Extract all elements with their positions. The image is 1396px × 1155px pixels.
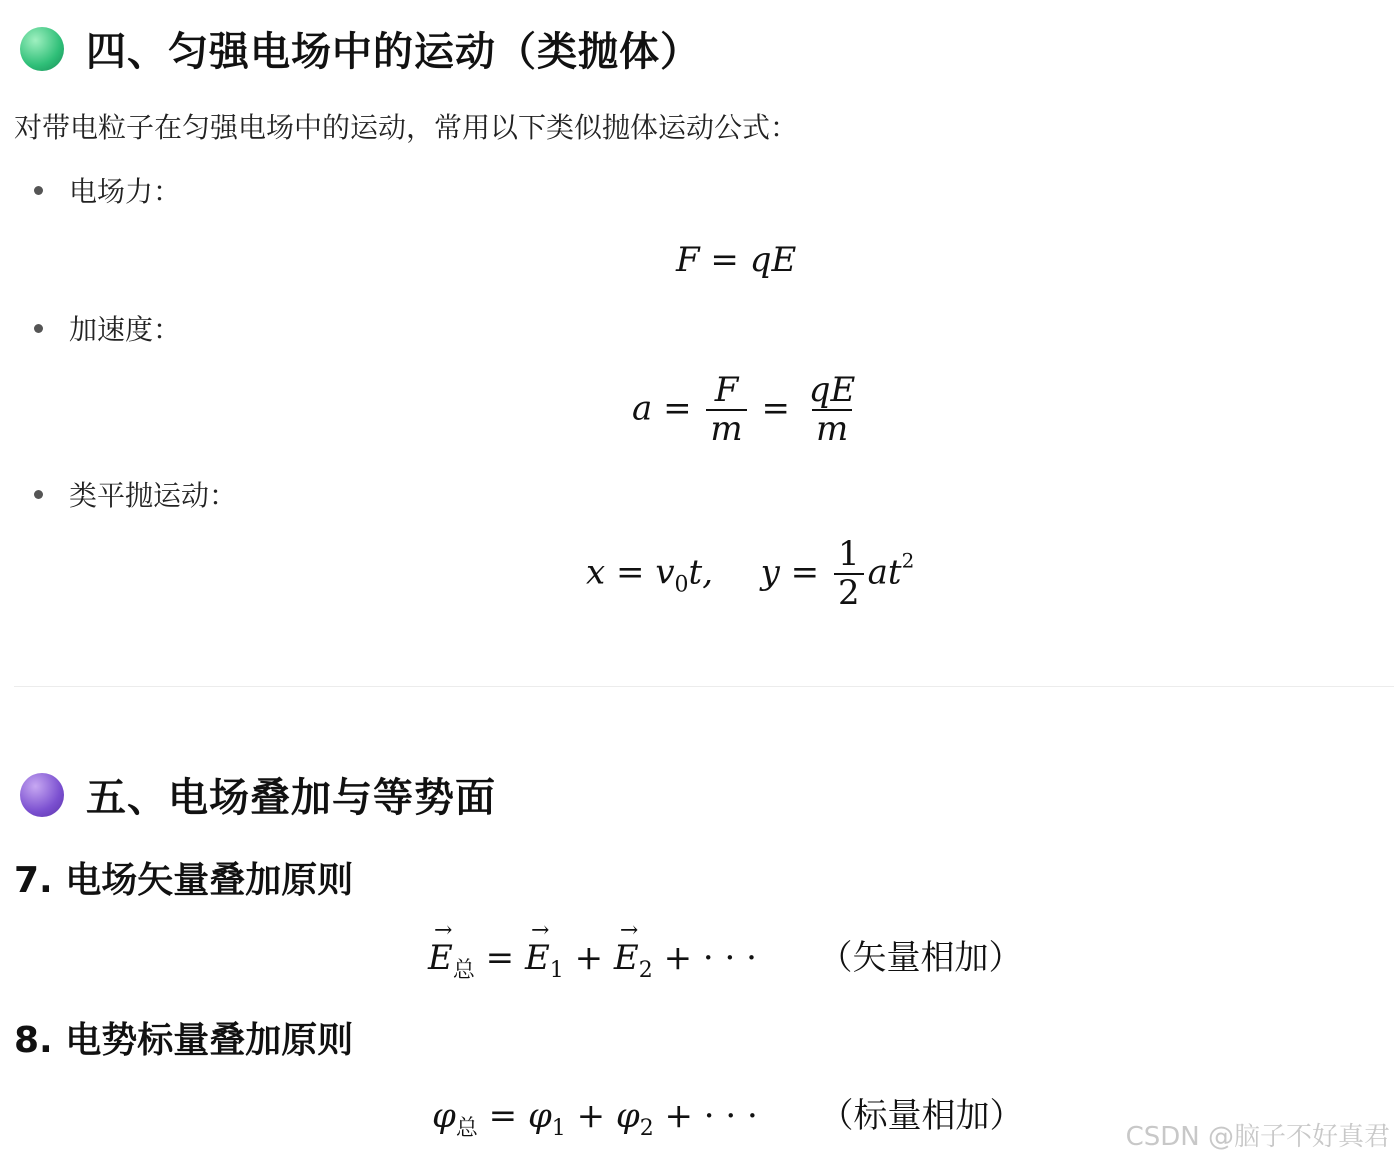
formula-operator: +	[576, 1096, 606, 1136]
section-4-heading	[20, 20, 701, 77]
formula-subscript: 总	[452, 958, 475, 983]
formula-potential-superposition	[432, 1088, 1023, 1142]
formula-operator: =	[488, 1096, 518, 1136]
formula-projectile-motion	[586, 536, 914, 613]
section-divider	[14, 686, 1394, 687]
formula-term: a	[867, 552, 888, 593]
green-sphere-icon	[20, 27, 64, 71]
vector-e1: → E	[525, 938, 550, 978]
bullet-icon	[34, 324, 43, 333]
formula-term: t,	[688, 552, 714, 593]
formula-subscript: 总	[455, 1116, 478, 1141]
list-item-projectile	[34, 474, 237, 514]
formula-subscript: 1	[549, 958, 564, 983]
formula-subscript: 0	[674, 572, 689, 598]
formula-electric-force	[676, 240, 796, 280]
fraction-one-half	[834, 536, 864, 613]
formula-subscript: 2	[639, 1116, 654, 1141]
formula-note: （标量相加）	[819, 1096, 1024, 1136]
formula-operator: =	[663, 388, 692, 429]
formula-term: v	[655, 552, 675, 593]
formula-term: t	[887, 552, 902, 593]
formula-operator: =	[485, 938, 515, 978]
subsection-7-heading: 7. 电场矢量叠加原则	[14, 860, 354, 901]
section-4-title: 四、匀强电场中的运动（类抛体）	[86, 29, 701, 75]
subsection-8-heading: 8. 电势标量叠加原则	[14, 1020, 354, 1061]
formula-ellipsis: + · · ·	[663, 938, 757, 978]
fraction-numerator: F	[714, 370, 739, 410]
bullet-icon	[34, 490, 43, 499]
formula-subscript: 1	[551, 1116, 566, 1141]
section-4-intro: 对带电粒子在匀强电场中的运动，常用以下类似抛体运动公式：	[14, 111, 799, 144]
fraction-denominator: 2	[834, 573, 864, 612]
formula-term: φ	[432, 1096, 456, 1136]
formula-term: qE	[749, 240, 797, 280]
csdn-watermark: CSDN @脑子不好真君	[1125, 1122, 1390, 1152]
purple-sphere-icon	[20, 773, 64, 817]
formula-ellipsis: + · · ·	[664, 1096, 758, 1136]
fraction-f-over-m	[706, 372, 746, 449]
list-item-force	[34, 170, 181, 210]
formula-term: a	[632, 388, 653, 429]
formula-operator: +	[574, 938, 604, 978]
formula-field-superposition	[428, 930, 1023, 984]
formula-term: φ	[527, 1096, 552, 1136]
list-item-label: 电场力：	[69, 175, 182, 208]
formula-term: φ	[615, 1096, 640, 1136]
bullet-icon	[34, 186, 43, 195]
formula-note: （矢量相加）	[818, 938, 1023, 978]
section-5-heading	[20, 766, 496, 823]
formula-term: x	[586, 552, 606, 593]
vector-e2: → E	[614, 938, 639, 978]
fraction-denominator: m	[706, 409, 746, 448]
fraction-numerator: qE	[808, 370, 856, 410]
fraction-qe-over-m	[805, 372, 860, 449]
list-item-label: 加速度：	[69, 313, 182, 346]
list-item-label: 类平抛运动：	[69, 479, 238, 512]
formula-operator: =	[761, 388, 790, 429]
list-item-acceleration	[34, 308, 181, 348]
fraction-denominator: m	[812, 409, 852, 448]
section-5-title: 五、电场叠加与等势面	[86, 775, 496, 821]
vector-e-total: → E	[428, 938, 453, 978]
formula-operator: =	[616, 552, 645, 593]
formula-operator: =	[790, 552, 820, 593]
formula-term: y	[760, 552, 780, 593]
formula-operator: =	[710, 240, 739, 280]
formula-superscript: 2	[901, 548, 915, 573]
formula-term: F	[676, 240, 700, 280]
fraction-numerator: 1	[837, 534, 860, 574]
formula-subscript: 2	[638, 958, 653, 983]
formula-acceleration	[632, 372, 863, 449]
